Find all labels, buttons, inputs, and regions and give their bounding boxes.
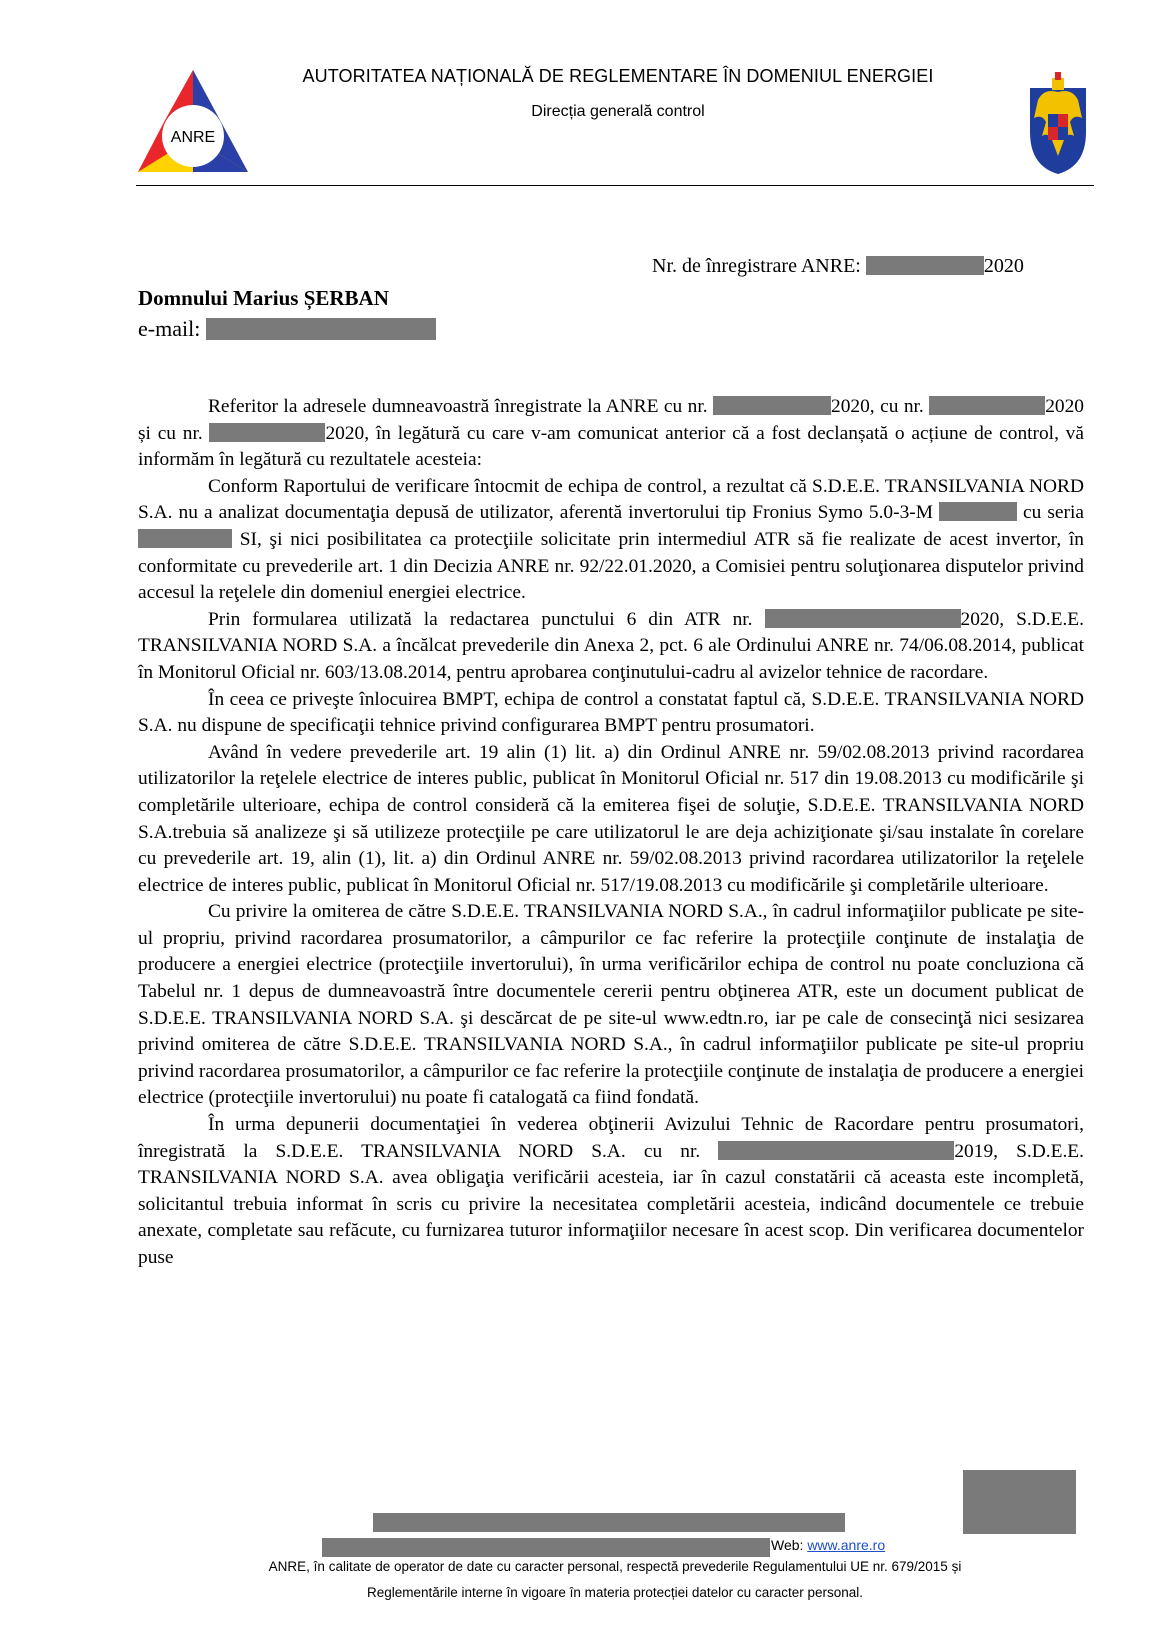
footer-website (771, 1537, 885, 1553)
paragraph-text: Referitor la adresele dumneavoastră înregistrate la ANRE cu nr. (208, 396, 714, 417)
redaction-box (206, 318, 436, 340)
paragraph-text: 2020, în legătură cu care v-am comunicat anterior că a fost declanșată o acțiune de control, vă informăm în legătură cu rezultatele acesteia: (138, 422, 1084, 471)
redaction-box (713, 396, 831, 415)
paragraph-text: 2020, S.D.E.E. TRANSILVANIA NORD S.A. a încălcat prevederile din Anexa 2, pct. 6 ale Ordinului ANRE nr. 74/06.08.2014, publicat în Monitorul Oficial nr. 603/13.08.2014, pentru aprobarea conţinutului-cadru al avizelor tehnice de racordare. (138, 608, 1084, 683)
paragraph-text: Prin formularea utilizată la redactarea punctului 6 din ATR nr. (208, 608, 765, 630)
paragraph: Având în vedere prevederile art. 19 alin (1) lit. a) din Ordinul ANRE nr. 59/02.08.2013 privind racordarea utilizatorilor la reţelele electrice de interes public, publicat în Monitorul Oficial nr. 517 din 19.08.2013 cu modificările şi completările ulterioare, echipa de control consideră că la emiterea fişei de soluţie, S.D.E.E. TRANSILVANIA NORD S.A.trebuia să analizeze şi să utilizeze protecţiile pe care utilizatorul le are deja achiziţionate şi/sau instalate în corelare cu prevederile art. 19, alin (1), lit. a) din Ordinul ANRE nr. 59/02.08.2013 privind racordarea utilizatorilor la reţelele electrice de interes public, publicat în Monitorul Oficial nr. 517/19.08.2013 cu modificările şi completările ulterioare. (138, 741, 1084, 896)
addressee-name: Domnului Marius ȘERBAN (138, 286, 389, 310)
addressee-email (138, 314, 436, 344)
header-divider (136, 185, 1094, 186)
email-label: e-mail: (138, 316, 206, 341)
paragraph: Cu privire la omiterea de către S.D.E.E. TRANSILVANIA NORD S.A., în cadrul informaţiilor publicate pe site-ul propriu, privind racordarea prosumatorilor, a câmpurilor ce fac referire la protecţiile conţinute de instalaţia de producere a energiei electrice (protecţiile invertorului), în urma verificărilor echipa de control nu poate concluziona că Tabelul nr. 1 depus de dumneavoastră între documentele cererii pentru obţinerea ATR, este un document publicat de S.D.E.E. TRANSILVANIA NORD S.A. şi descărcat de pe site-ul www.edtn.ro, iar pe cale de consecinţă nici sesizarea privind omiterea de către S.D.E.E. TRANSILVANIA NORD S.A., în cadrul informaţiilor publicate pe site-ul propriu privind racordarea prosumatorilor, a câmpurilor ce fac referire la protecţiile conţinute de instalaţia de producere a energiei electrice (protecţiile invertorului) nu poate fi catalogată ca fiind fondată. (138, 901, 1084, 1109)
logo-text: ANRE (170, 129, 216, 146)
redaction-box (866, 256, 984, 275)
paragraph: În ceea ce priveşte înlocuirea BMPT, echipa de control a constatat faptul că, S.D.E.E. TRANSILVANIA NORD S.A. nu dispune de specificaţii tehnice privind configurarea BMPT pentru prosumatori. (138, 688, 1084, 737)
registration-year: 2020 (983, 255, 1024, 277)
footer-privacy-line-1: ANRE, în calitate de operator de date cu caracter personal, respectă prevederile Regulamentului UE nr. 679/2015 și (268, 1559, 962, 1574)
anre-logo (136, 68, 250, 174)
footer-privacy-line-2: Reglementările interne în vigoare în materia protecției datelor cu caracter personal. (366, 1585, 863, 1600)
paragraph (138, 474, 1084, 607)
paragraph (138, 607, 1084, 687)
redaction-box (765, 609, 961, 628)
website-link[interactable]: www.anre.ro (807, 1537, 886, 1553)
paragraph-text: SI, şi nici posibilitatea ca protecţiile solicitate prin intermediul ATR să fie realizate de acest invertor, în conformitate cu prevederile art. 1 din Decizia ANRE nr. 92/22.01.2020, a Comisiei pentru soluţionarea disputelor privind accesul la reţelele din domeniul energiei electrice. (138, 528, 1084, 604)
addressee-block (138, 283, 436, 344)
paragraph (138, 1112, 1084, 1272)
paragraph-text: În urma depunerii documentaţiei în vederea obţinerii Avizului Tehnic de Racordare pentru prosumatori, înregistrată la S.D.E.E. TRANSILVANIA NORD S.A. cu nr. (138, 1114, 1084, 1162)
letter-body (138, 394, 1084, 1272)
paragraph (138, 394, 1084, 474)
redaction-box (939, 502, 1017, 521)
registration-label: Nr. de înregistrare ANRE: (652, 255, 866, 277)
paragraph-text: 2019, S.D.E.E. TRANSILVANIA NORD S.A. avea obligaţia verificării acesteia, iar în cazul constatării că aceasta este incompletă, solicitantul trebuia informat în scris cu privire la necesitatea completării acesteia, indicând documentele ce trebuie anexate, completate sau refăcute, cu furnizarea tuturor informaţiilor necesare în acest scop. Din verificarea documentelor puse (138, 1140, 1084, 1268)
registration-number (652, 255, 1024, 278)
paragraph-text: Conform Raportului de verificare întocmit de echipa de control, a rezultat că S.D.E.E. TRANSILVANIA NORD S.A. nu a analizat documentaţia depusă de utilizator, aferentă invertorului tip Fronius Symo 5.0-3-M (138, 475, 1084, 524)
redaction-box (963, 1470, 1076, 1534)
redaction-box (929, 396, 1045, 415)
redaction-box (373, 1513, 845, 1532)
redaction-box (322, 1538, 770, 1557)
authority-title: AUTORITATEA NAȚIONALĂ DE REGLEMENTARE ÎN DOMENIUL ENERGIEI (302, 66, 934, 86)
redaction-box (209, 423, 325, 442)
web-label: Web: (771, 1537, 808, 1553)
directorate-subtitle: Direcția generală control (531, 103, 705, 120)
coat-of-arms-emblem (1024, 70, 1092, 176)
redaction-box (718, 1141, 954, 1160)
paragraph-text: 2020, cu nr. (831, 396, 930, 417)
paragraph-text: 2020 și cu nr. (138, 396, 1084, 444)
paragraph-text: cu seria (1017, 502, 1084, 524)
redaction-box (138, 529, 232, 548)
